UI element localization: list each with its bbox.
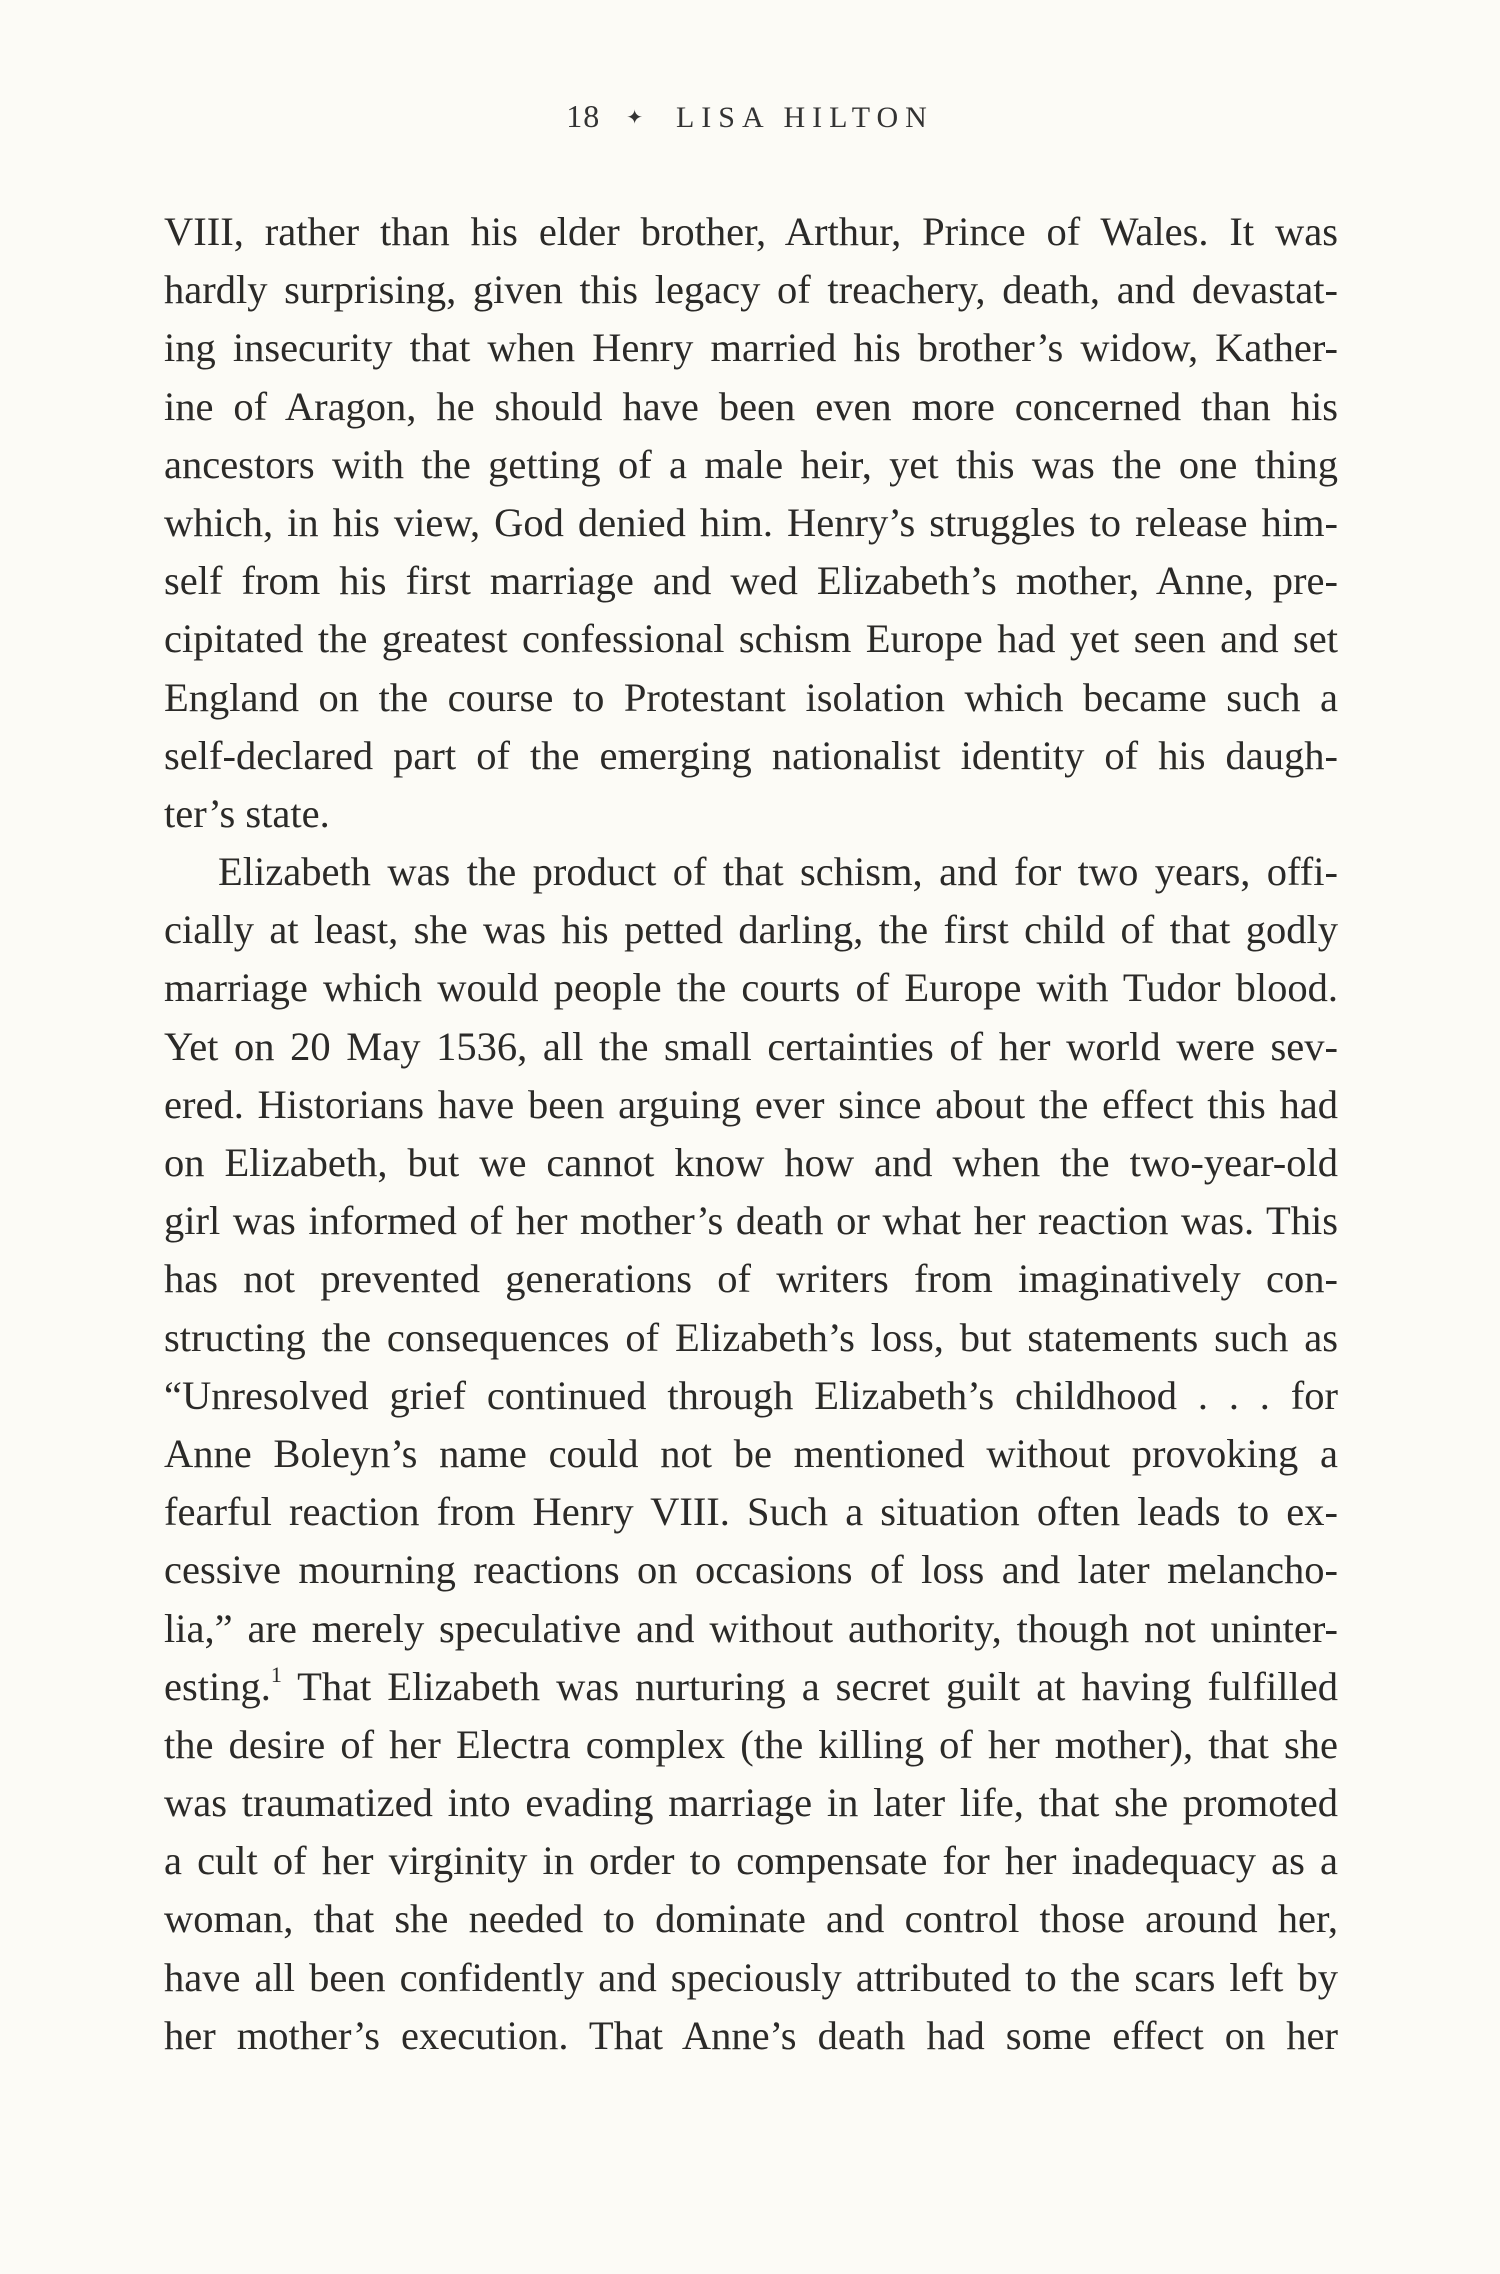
text-line: [164, 1658, 1338, 1716]
text-line: self from his first marriage and wed Elizabeth’s mother, Anne, pre-: [164, 558, 1338, 604]
text-line: woman, that she needed to dominate and control those around her,: [164, 1896, 1338, 1942]
text-line: a cult of her virginity in order to compensate for her inadequacy as a: [164, 1838, 1338, 1884]
text-line: her mother’s execution. That Anne’s death had some effect on her: [164, 2012, 1338, 2058]
text-line: girl was informed of her mother’s death or what her reaction was. This: [164, 1198, 1338, 1244]
text-line: Elizabeth was the product of that schism, and for two years, offi-: [218, 849, 1338, 895]
text-line: hardly surprising, given this legacy of treachery, death, and devastat-: [164, 267, 1338, 313]
text-line: the desire of her Electra complex (the killing of her mother), that she: [164, 1721, 1338, 1767]
text-line: cially at least, she was his petted darling, the first child of that godly: [164, 907, 1338, 953]
text-line: ine of Aragon, he should have been even more concerned than his: [164, 383, 1338, 429]
text-line: fearful reaction from Henry VIII. Such a situation often leads to ex-: [164, 1489, 1338, 1535]
page-number: 18: [566, 98, 601, 134]
text-line: cessive mourning reactions on occasions of loss and later melancho-: [164, 1547, 1338, 1593]
text-line: structing the consequences of Elizabeth’s loss, but statements such as: [164, 1314, 1338, 1360]
text-line: which, in his view, God denied him. Henry’s struggles to release him-: [164, 499, 1338, 545]
text-line: self-declared part of the emerging nationalist identity of his daugh-: [164, 732, 1338, 778]
text-line: ter’s state.: [164, 790, 330, 836]
body-text: [164, 203, 1338, 2065]
text-segment: That Elizabeth was nurturing a secret guilt at having fulfilled: [281, 1663, 1338, 1709]
text-line: Yet on 20 May 1536, all the small certainties of her world were sev-: [164, 1023, 1338, 1069]
footnote-marker[interactable]: 1: [270, 1661, 282, 1687]
text-line: “Unresolved grief continued through Elizabeth’s childhood . . . for: [164, 1372, 1338, 1418]
text-line: cipitated the greatest confessional schism Europe had yet seen and set: [164, 616, 1338, 662]
text-line: England on the course to Protestant isolation which became such a: [164, 674, 1338, 720]
ornament-icon: ✦: [626, 107, 650, 129]
text-line: on Elizabeth, but we cannot know how and when the two-year-old: [164, 1140, 1338, 1185]
text-line: have all been confidently and speciously attributed to the scars left by: [164, 1954, 1338, 2000]
text-line: ancestors with the getting of a male heir, yet this was the one thing: [164, 441, 1338, 487]
text-line: Anne Boleyn’s name could not be mentioned without provoking a: [164, 1430, 1338, 1476]
text-line: has not prevented generations of writers from imaginatively con-: [164, 1256, 1338, 1302]
text-segment: esting.: [164, 1663, 271, 1709]
text-line: ered. Historians have been arguing ever since about the effect this had: [164, 1081, 1338, 1127]
text-line: marriage which would people the courts of Europe with Tudor blood.: [164, 965, 1338, 1011]
text-line: ing insecurity that when Henry married his brother’s widow, Kather-: [164, 325, 1338, 371]
running-header: [0, 98, 1500, 135]
author-name: LISA HILTON: [675, 101, 934, 134]
text-line: VIII, rather than his elder brother, Arthur, Prince of Wales. It was: [164, 209, 1338, 254]
text-line: lia,” are merely speculative and without authority, though not uninter-: [164, 1605, 1338, 1651]
text-line: was traumatized into evading marriage in later life, that she promoted: [164, 1780, 1338, 1826]
